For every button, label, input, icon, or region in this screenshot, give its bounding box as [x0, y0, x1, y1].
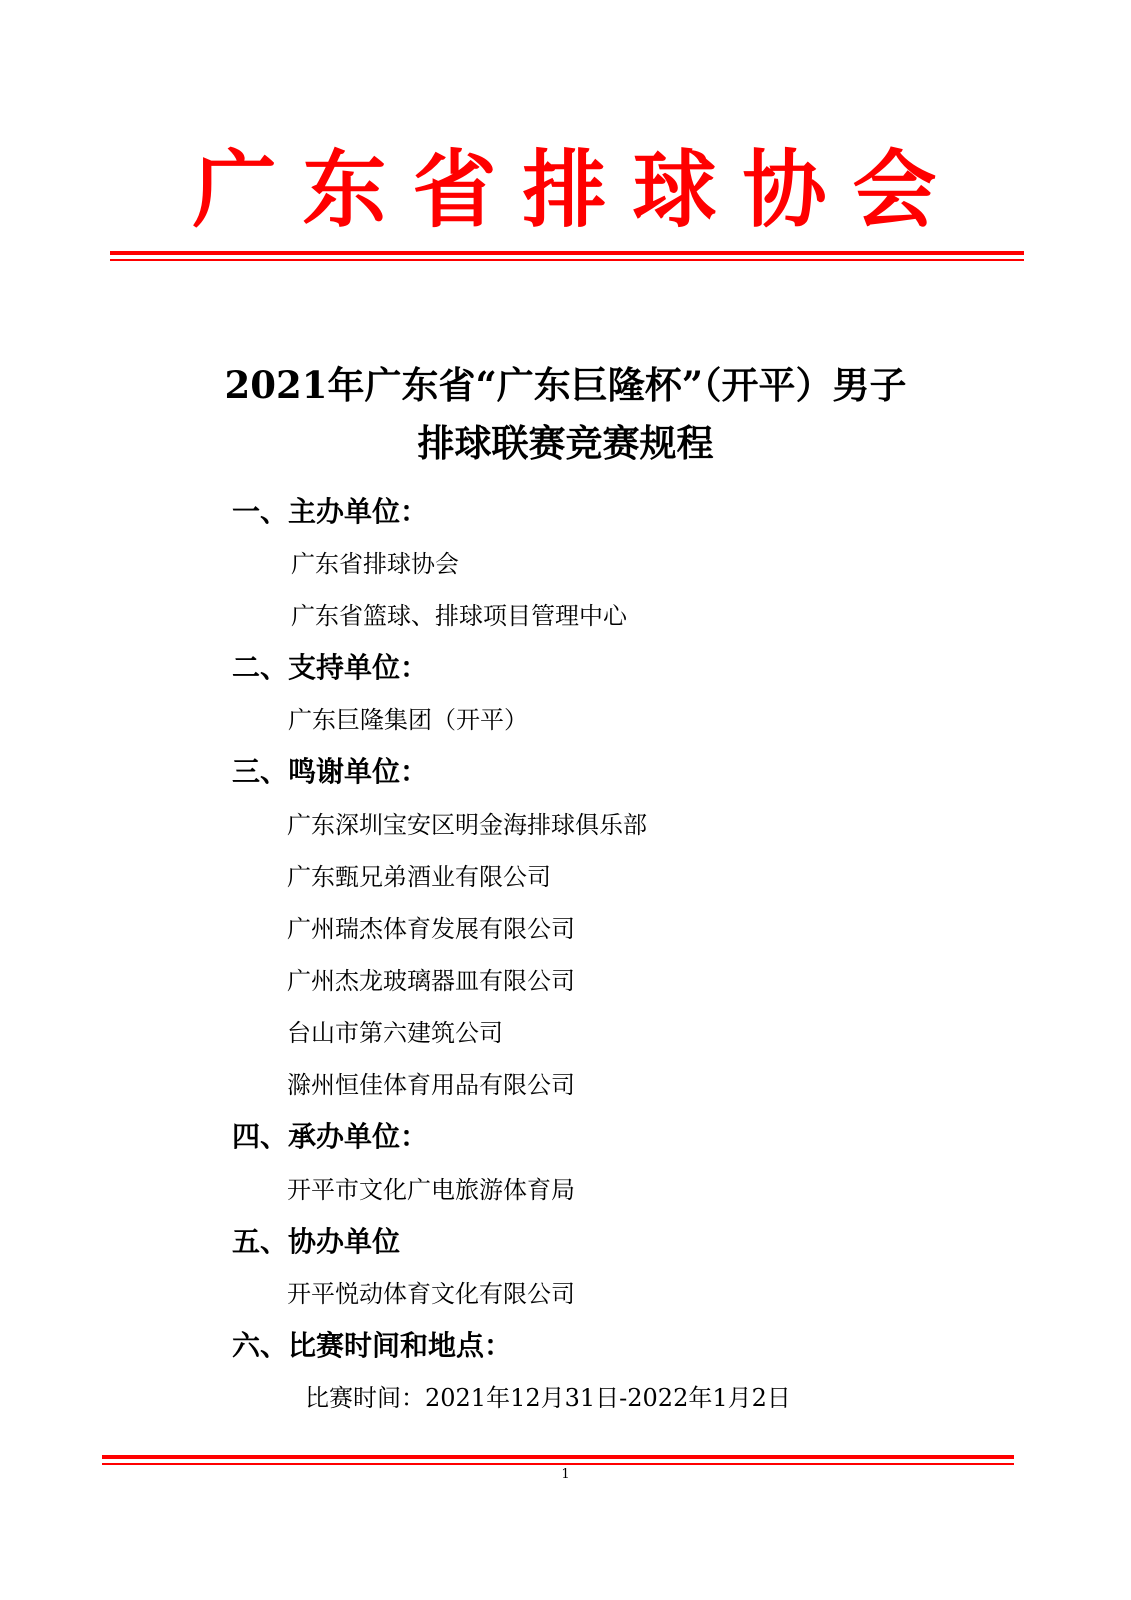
- section-heading-time-venue: 六、比赛时间和地点：: [232, 1329, 513, 1362]
- acknowledgement-item: 广州杰龙玻璃器皿有限公司: [287, 967, 575, 995]
- letterhead-org-name: 广东省排球协会: [192, 140, 963, 239]
- section-heading-co-organizer: 五、协办单位: [232, 1225, 401, 1258]
- page-number: 1: [561, 1467, 570, 1482]
- section-heading-acknowledgement: 三、鸣谢单位：: [232, 755, 429, 788]
- letterhead-rule-thick: [110, 251, 1024, 255]
- document-title-line-1: 2021年广东省“广东巨隆杯”（开平）男子: [224, 363, 907, 407]
- host-item: 开平市文化广电旅游体育局: [287, 1176, 575, 1204]
- section-heading-organizer: 一、主办单位：: [232, 495, 429, 528]
- acknowledgement-item: 广州瑞杰体育发展有限公司: [287, 915, 575, 943]
- footer-rule-thick: [102, 1455, 1014, 1459]
- letterhead-rule-thin: [110, 259, 1024, 261]
- acknowledgement-item: 广东深圳宝安区明金海排球俱乐部: [287, 811, 647, 839]
- supporter-item: 广东巨隆集团（开平）: [288, 706, 528, 734]
- organizer-item: 广东省排球协会: [291, 550, 459, 578]
- acknowledgement-item: 广东甄兄弟酒业有限公司: [287, 863, 551, 891]
- section-heading-host: 四、承办单位：: [232, 1120, 429, 1153]
- section-heading-supporter: 二、支持单位：: [232, 651, 429, 684]
- acknowledgement-item: 滁州恒佳体育用品有限公司: [287, 1071, 575, 1099]
- document-title-line-2: 排球联赛竞赛规程: [417, 421, 714, 465]
- co-organizer-item: 开平悦动体育文化有限公司: [287, 1280, 575, 1308]
- footer-rule-thin: [102, 1463, 1014, 1465]
- organizer-item: 广东省篮球、排球项目管理中心: [291, 602, 627, 630]
- match-time: 比赛时间：2021年12月31日-2022年1月2日: [305, 1384, 791, 1412]
- acknowledgement-item: 台山市第六建筑公司: [287, 1019, 503, 1047]
- document-title: [0, 356, 1131, 472]
